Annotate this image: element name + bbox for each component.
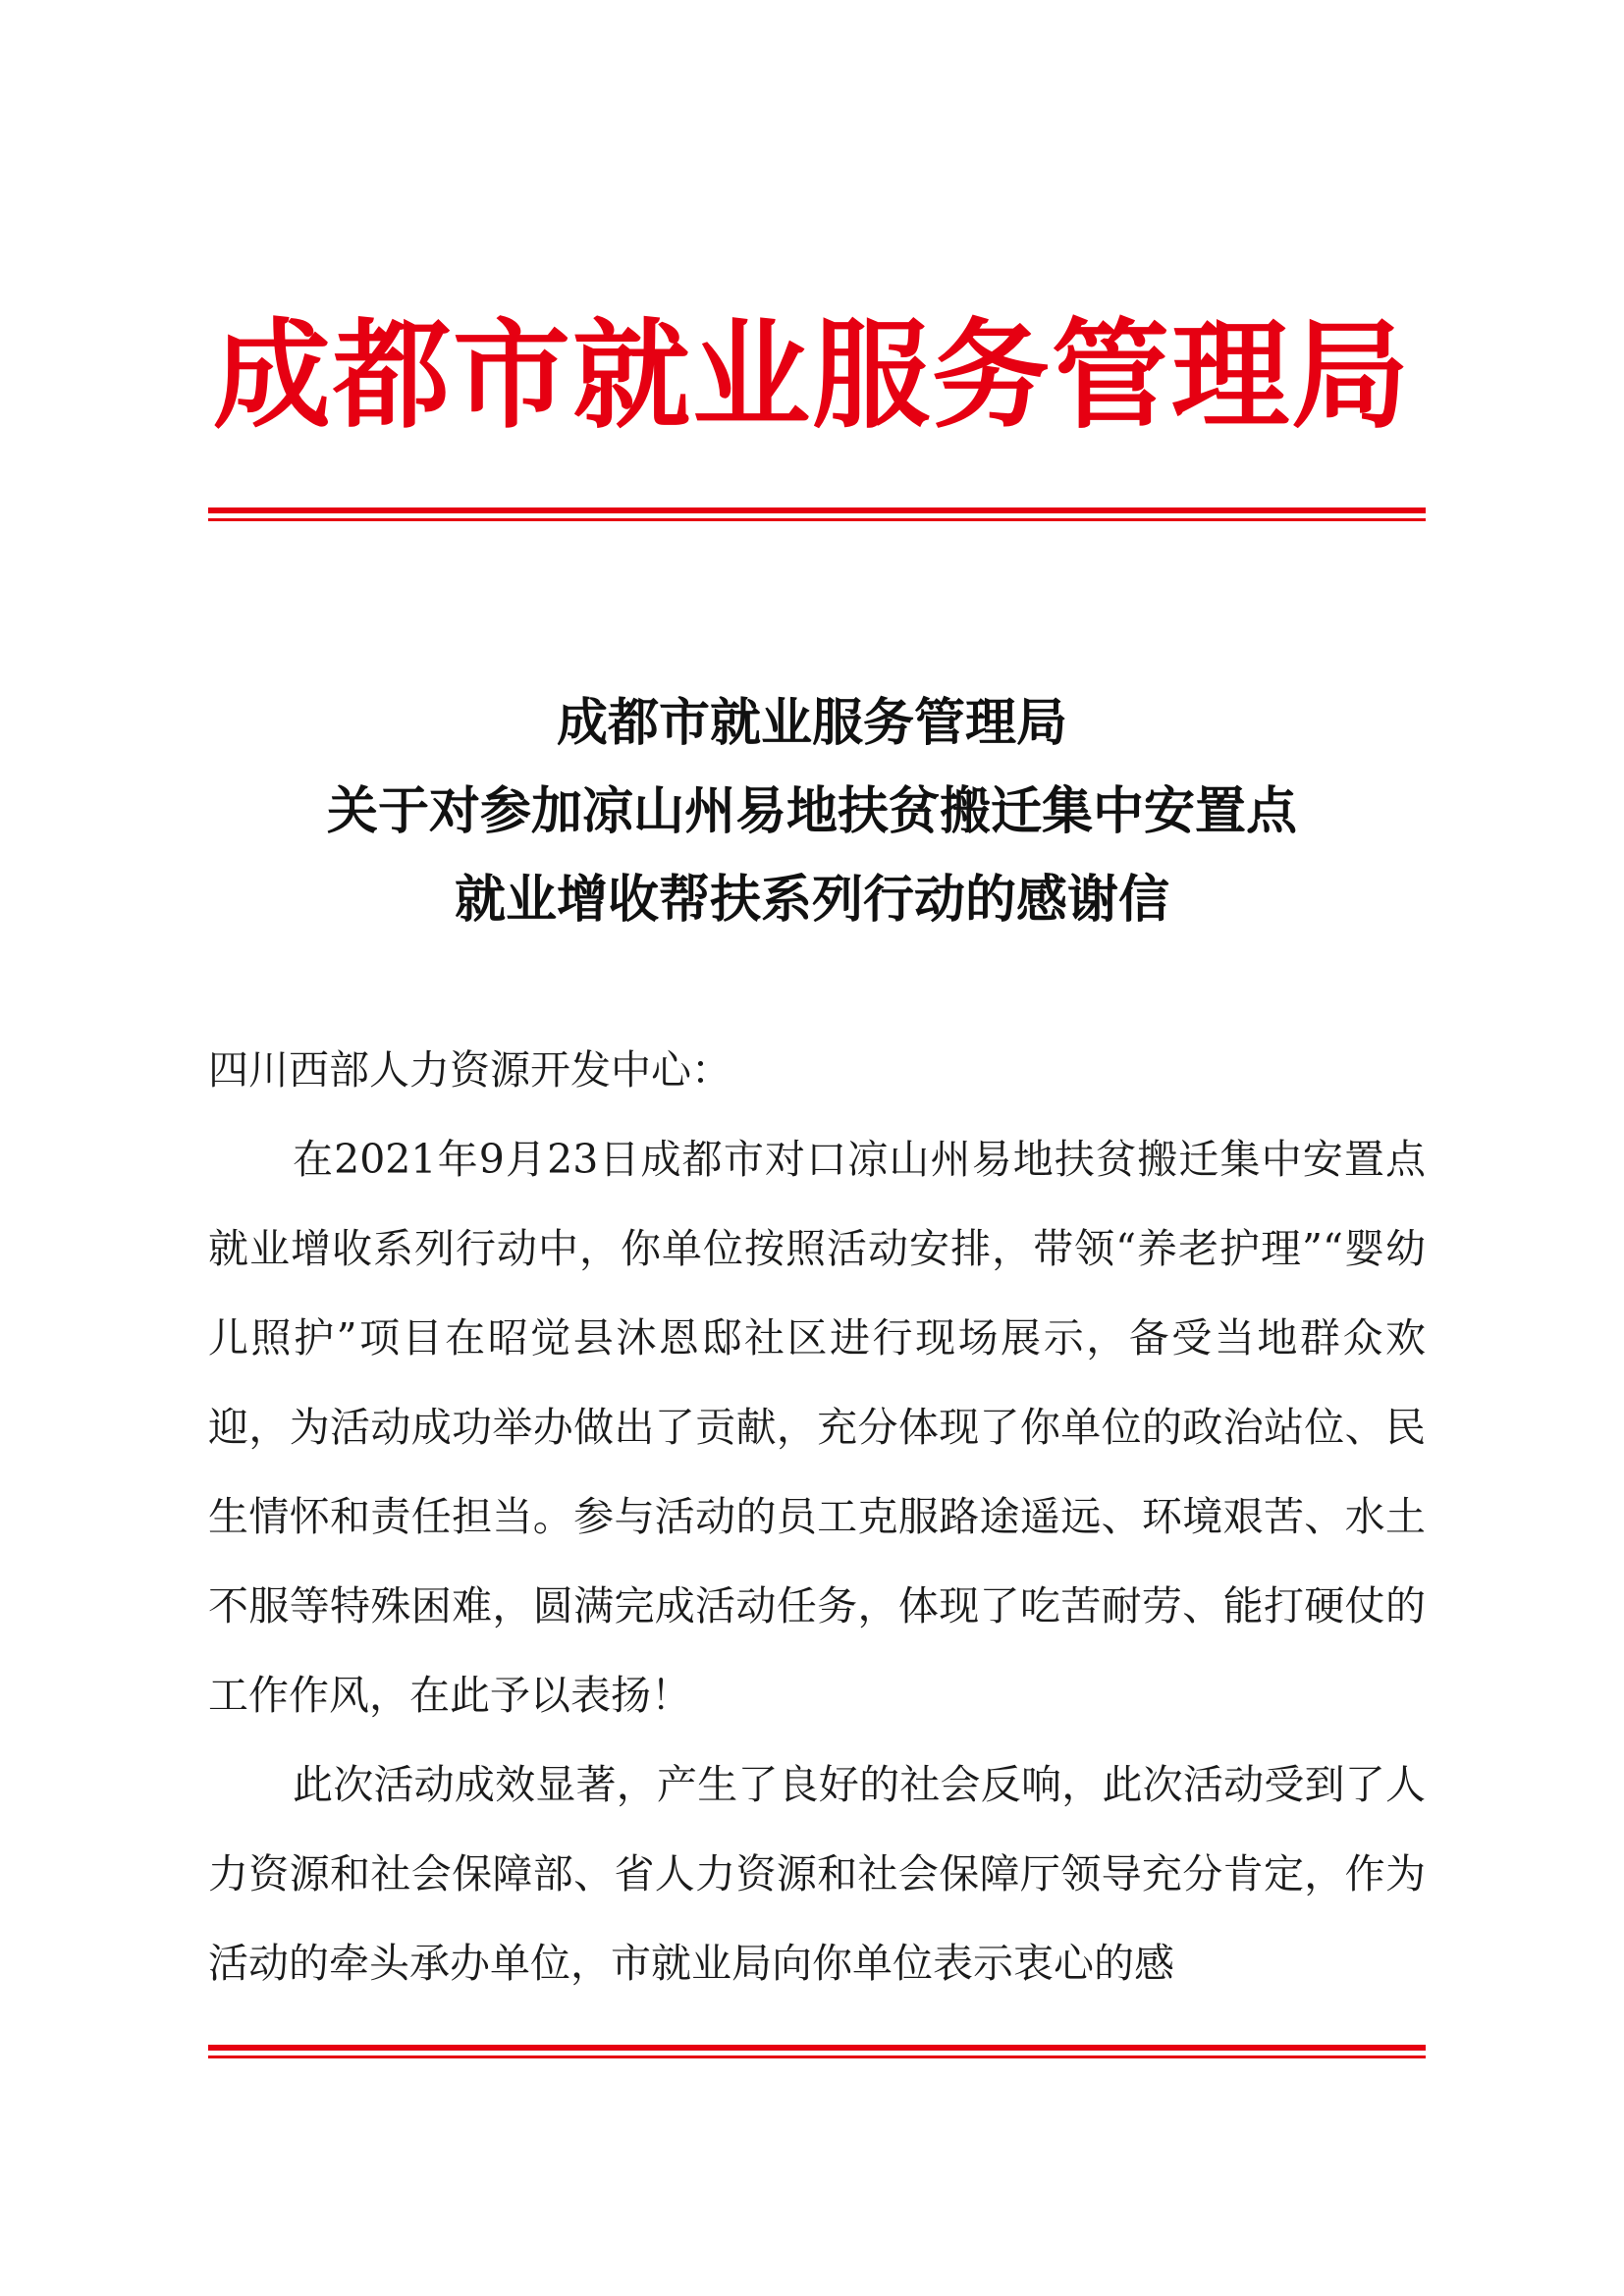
title-line-1: 成都市就业服务管理局 xyxy=(556,693,1067,753)
footer-rule-thin xyxy=(208,2056,1426,2058)
agency-masthead: 成都市就业服务管理局 xyxy=(213,306,1411,445)
title-line-2: 关于对参加凉山州易地扶贫搬迁集中安置点 xyxy=(326,781,1297,841)
document-title xyxy=(0,679,1624,944)
header-rule-thin xyxy=(208,518,1426,521)
salutation: 四川西部人力资源开发中心： xyxy=(208,1046,731,1094)
paragraph-2: 此次活动成效显著，产生了良好的社会反响，此次活动受到了人力资源和社会保障部、省人力资源和社会保障厅领导充分肯定，作为活动的牵头承办单位，市就业局向你单位表示衷心的感 xyxy=(208,1761,1426,1987)
footer-rule-thick xyxy=(208,2045,1426,2051)
title-line-3: 就业增收帮扶系列行动的感谢信 xyxy=(454,870,1169,930)
letter-body xyxy=(208,1026,1426,2008)
paragraph-1: 在2021年9月23日成都市对口凉山州易地扶贫搬迁集中安置点就业增收系列行动中，你单位按照活动安排，带领“养老护理”“婴幼儿照护”项目在昭觉县沐恩邸社区进行现场展示，备受当地群众欢迎，为活动成功举办做出了贡献，充分体现了你单位的政治站位、民生情怀和责任担当。参与活动的员工克服路途遥远、环境艰苦、水土不服等特殊困难，圆满完成活动任务，体现了吃苦耐劳、能打硬仗的工作作风，在此予以表扬！ xyxy=(208,1136,1426,1719)
header-rule-thick xyxy=(208,507,1426,513)
